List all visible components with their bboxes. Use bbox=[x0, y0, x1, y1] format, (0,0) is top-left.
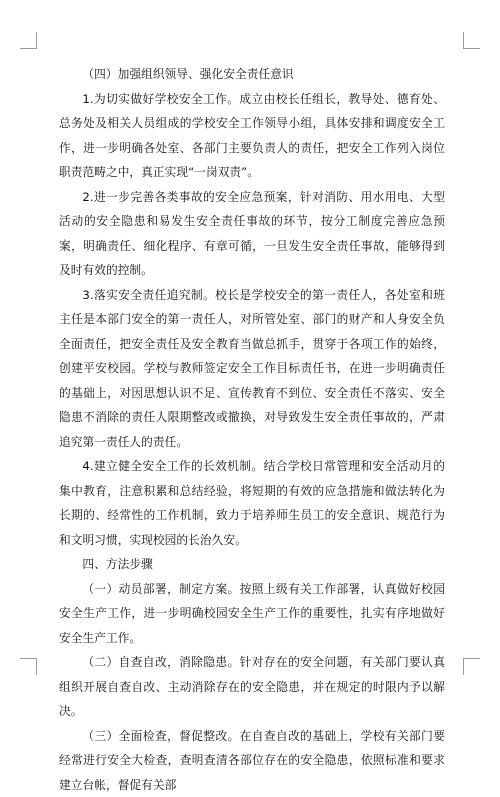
paragraph-step-1: （一）动员部署，制定方案。按照上级有关工作部署，认真做好校园安全生产工作，进一步明确校园安全生产工作的重要性，扎实有序地做好安全生产工作。 bbox=[59, 577, 445, 651]
paragraph-step-3: （三）全面检查，督促整改。在自查自改的基础上，学校有关部门要经常进行安全大检查，查明查清各部位存在的安全隐患，依照标准和要求建立台帐，督促有关部 bbox=[59, 724, 445, 797]
section-heading-strengthen-leadership: （四）加强组织领导、强化安全责任意识 bbox=[59, 62, 445, 87]
section-heading-methods-steps: 四、方法步骤 bbox=[59, 552, 445, 577]
crop-mark-top-left bbox=[20, 32, 37, 49]
paragraph-item-3: 3.落实安全责任追究制。校长是学校安全的第一责任人，各处室和班主任是本部门安全的第一责任人，对所管处室、部门的财产和人身安全负全面责任，把安全责任及安全教育当做总抓手，贯穿于各项工作的始终，创建平安校园。学校与教师签定安全工作目标责任书，在进一步明确责任的基础上，对因思想认识不足、宣传教育不到位、安全责任不落实、安全隐患不消除的责任人限期整改或撤换，对导致发生安全责任事故的，严肃追究第一责任人的责任。 bbox=[59, 283, 445, 455]
crop-mark-top-right bbox=[463, 32, 480, 49]
crop-mark-bottom-left bbox=[20, 658, 37, 675]
crop-mark-bottom-right bbox=[463, 658, 480, 675]
paragraph-item-4: 4.建立健全安全工作的长效机制。结合学校日常管理和安全活动月的集中教育，注意积累和总结经验，将短期的有效的应急措施和做法转化为长期的、经常性的工作机制，致力于培养师生员工的安全意识、规范行为和文明习惯，实现校园的长治久安。 bbox=[59, 454, 445, 552]
paragraph-step-2: （二）自查自改，消除隐患。针对存在的安全问题，有关部门要认真组织开展自查自改、主动消除存在的安全隐患，并在规定的时限内予以解决。 bbox=[59, 650, 445, 724]
paragraph-item-2: 2.进一步完善各类事故的安全应急预案，针对消防、用水用电、大型活动的安全隐患和易发生安全责任事故的环节，按分工制度完善应急预案，明确责任、细化程序、有章可循，一旦发生安全责任事故，能够得到及时有效的控制。 bbox=[59, 185, 445, 283]
paragraph-item-1: 1.为切实做好学校安全工作。成立由校长任组长，教导处、德育处、总务处及相关人员组成的学校安全工作领导小组，具体安排和调度安全工作，进一步明确各处室、各部门主要负责人的责任，把安全工作列入岗位职责范畴之中，真正实现“一岗双责”。 bbox=[59, 87, 445, 185]
document-page bbox=[59, 62, 445, 797]
